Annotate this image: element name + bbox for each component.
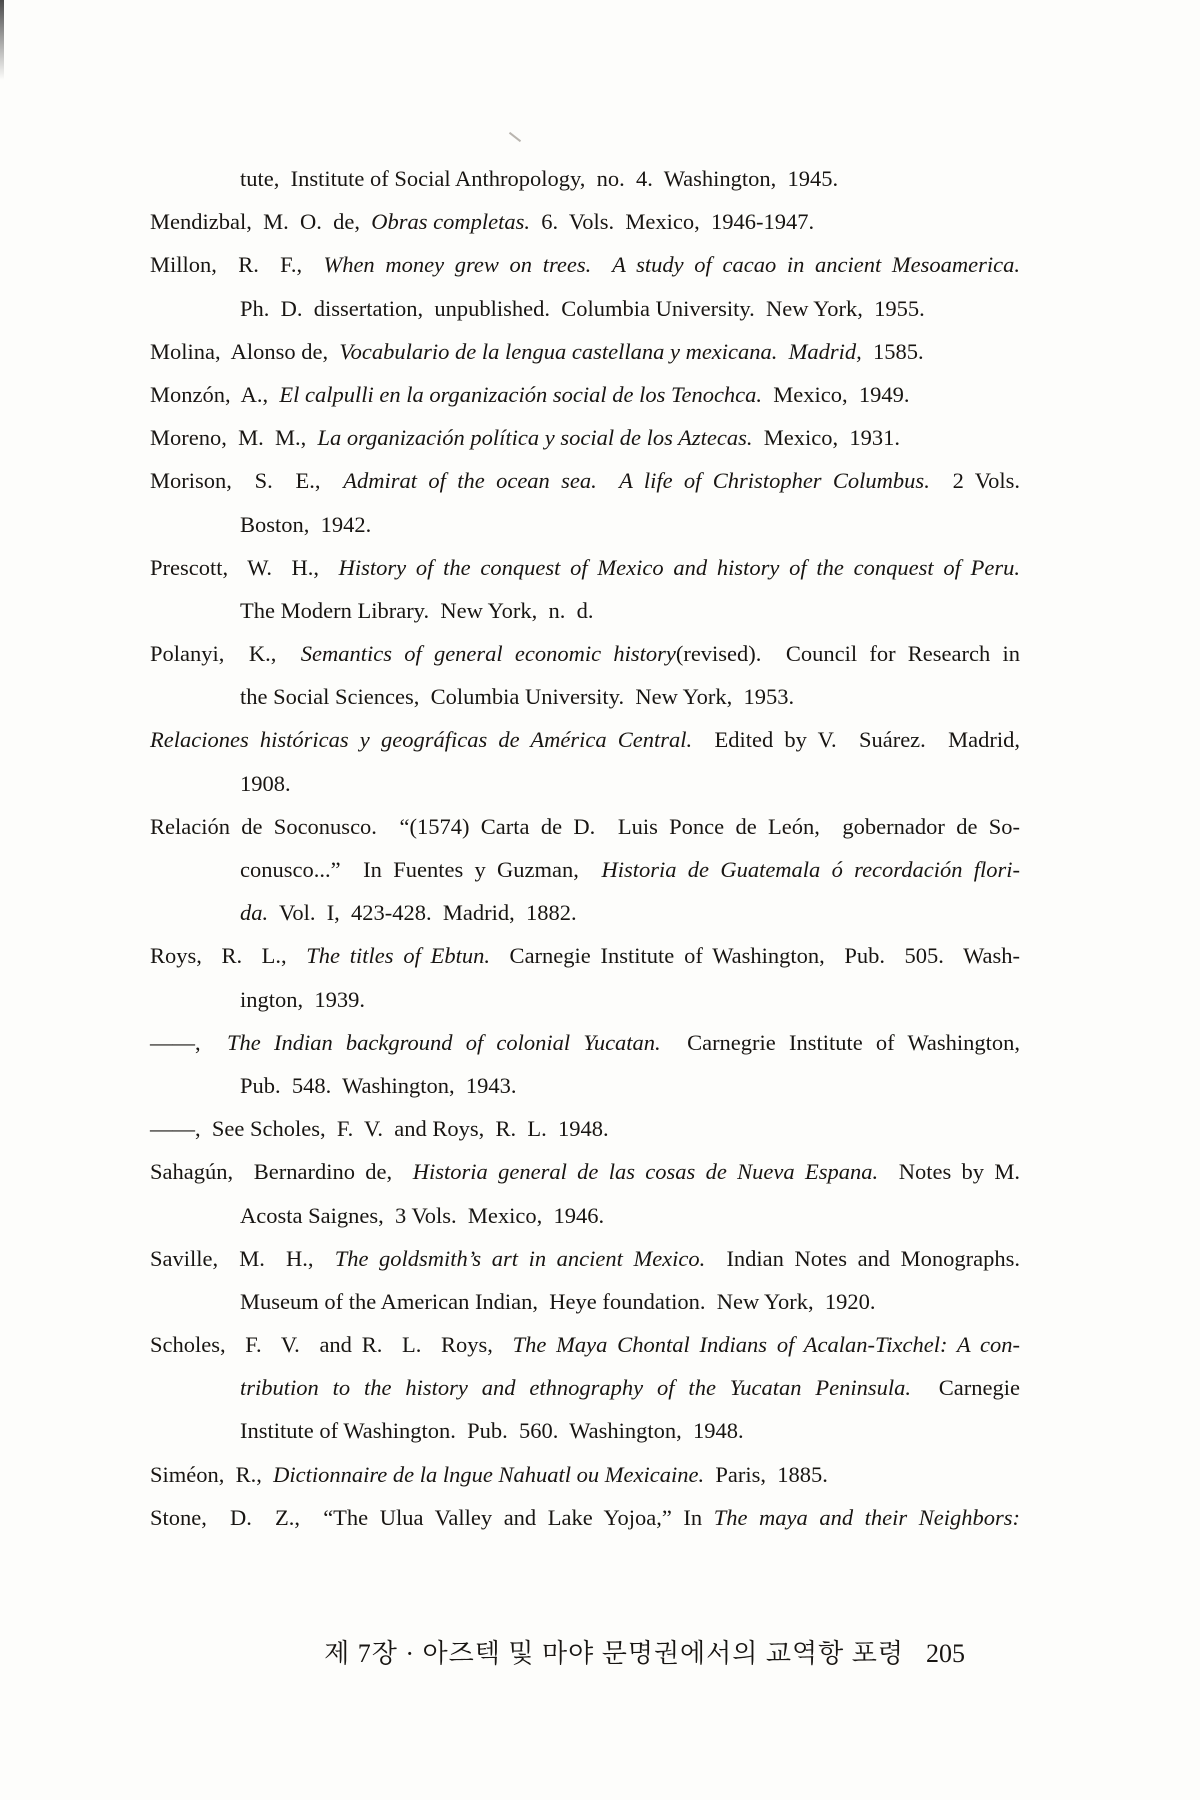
work-title-segment: The Maya Chontal Indians of Acalan-Tixchel: A con- — [512, 1332, 1020, 1358]
bibliography-line — [150, 416, 1020, 459]
text-segment: Institute of Washington. Pub. 560. Washington, 1948. — [240, 1418, 744, 1444]
text-segment: Mexico, 1949. — [762, 381, 910, 407]
text-segment: Museum of the American Indian, Heye foundation. New York, 1920. — [240, 1288, 876, 1314]
work-title-segment: Obras completas. — [371, 209, 530, 235]
work-title-segment: Dictionnaire de la lngue Nahuatl ou Mexicaine. — [273, 1461, 705, 1487]
bibliography-line — [150, 1194, 1020, 1237]
bibliography-line — [150, 718, 1020, 761]
text-segment: Monzón, A., — [150, 381, 280, 407]
bibliography — [150, 157, 1020, 1539]
bibliography-line — [150, 1064, 1020, 1107]
work-title-segment: El calpulli en la organización social de los Tenochca. — [279, 381, 763, 407]
text-segment: Ph. D. dissertation, unpublished. Columbia University. New York, 1955. — [240, 295, 925, 321]
text-segment: ington, 1939. — [240, 986, 366, 1012]
text-segment: Saville, M. H., — [150, 1245, 335, 1271]
bibliography-line — [150, 1237, 1020, 1280]
text-segment: Morison, S. E., — [150, 468, 344, 494]
bibliography-line — [150, 287, 1020, 330]
text-segment: Polanyi, K., — [150, 641, 301, 667]
text-segment: Notes by M. — [878, 1159, 1020, 1185]
bibliography-line — [150, 243, 1020, 286]
bibliography-line — [150, 589, 1020, 632]
text-segment: 2 Vols. — [929, 468, 1021, 494]
text-segment: 6. Vols. Mexico, 1946-1947. — [529, 209, 815, 235]
bibliography-line — [150, 1021, 1020, 1064]
work-title-segment: The goldsmith’s art in ancient Mexico. — [334, 1245, 706, 1271]
text-segment: Pub. 548. Washington, 1943. — [240, 1072, 517, 1098]
work-title-segment: The maya and their Neighbors: — [713, 1504, 1021, 1530]
bibliography-line — [150, 1409, 1020, 1452]
bibliography-line — [150, 373, 1020, 416]
work-title-segment: The titles of Ebtun. — [306, 943, 490, 969]
text-segment: Scholes, F. V. and R. L. Roys, — [150, 1332, 513, 1358]
bibliography-line — [150, 934, 1020, 977]
text-segment: 1908. — [240, 770, 291, 796]
bibliography-line — [150, 503, 1020, 546]
text-segment: Prescott, W. H., — [150, 554, 339, 580]
text-segment: Millon, R. F., — [150, 252, 324, 278]
text-segment: ——, — [150, 1029, 228, 1055]
text-segment: 1585. — [861, 338, 924, 364]
bibliography-line — [150, 330, 1020, 373]
bibliography-line — [150, 762, 1020, 805]
text-segment: Boston, 1942. — [240, 511, 372, 537]
text-segment: the Social Sciences, Columbia University. New York, 1953. — [240, 684, 795, 710]
work-title-segment: La organización política y social de los Aztecas. — [317, 425, 753, 451]
text-segment: Stone, D. Z., “The Ulua Valley and Lake Yojoa,” In — [150, 1504, 714, 1530]
work-title-segment: Vocabulario de la lengua castellana y mexicana. Madrid, — [339, 338, 862, 364]
work-title-segment: Relaciones históricas y geográficas de América Central. — [150, 727, 693, 753]
bibliography-line — [150, 546, 1020, 589]
bibliography-line — [150, 1280, 1020, 1323]
text-segment: Moreno, M. M., — [150, 425, 318, 451]
work-title-segment: tribution to the history and ethnography of the Yucatan Peninsula. — [240, 1375, 911, 1401]
bibliography-line — [150, 200, 1020, 243]
bibliography-line — [150, 459, 1020, 502]
text-segment: Relación de Soconusco. “(1574) Carta de D. Luis Ponce de León, gobernador de So- — [150, 813, 1020, 839]
text-segment: Siméon, R., — [150, 1461, 274, 1487]
text-segment: (revised). Council for Research in — [675, 641, 1020, 667]
text-segment: Molina, Alonso de, — [150, 338, 340, 364]
text-segment: tute, Institute of Social Anthropology, no. 4. Washington, 1945. — [240, 166, 839, 191]
page-footer — [294, 1603, 965, 1700]
text-segment: Roys, R. L., — [150, 943, 307, 969]
text-segment: Paris, 1885. — [704, 1461, 828, 1487]
text-segment: Acosta Saignes, 3 Vols. Mexico, 1946. — [240, 1202, 605, 1228]
work-title-segment: Historia general de las cosas de Nueva Espana. — [412, 1159, 879, 1185]
text-segment: Indian Notes and Monographs. — [705, 1245, 1020, 1271]
bibliography-line — [150, 1150, 1020, 1193]
text-segment: Carnegie — [911, 1375, 1020, 1401]
text-segment: Sahagún, Bernardino de, — [150, 1159, 413, 1185]
bibliography-line — [150, 1366, 1020, 1409]
text-segment: conusco...” In Fuentes y Guzman, — [240, 857, 602, 882]
bibliography-line — [150, 1496, 1020, 1539]
text-segment: Carnegie Institute of Washington, Pub. 505. Wash- — [489, 943, 1021, 969]
text-segment: Vol. I, 423-428. Madrid, 1882. — [268, 900, 577, 926]
work-title-segment: History of the conquest of Mexico and history of the conquest of Peru. — [338, 554, 1020, 580]
work-title-segment: Historia de Guatemala ó recordación flori- — [601, 857, 1020, 882]
work-title-segment: The Indian background of colonial Yucatan. — [227, 1029, 661, 1055]
text-segment: Mexico, 1931. — [752, 425, 900, 451]
bibliography-line — [150, 848, 1020, 891]
text-segment: Carnegrie Institute of Washington, — [660, 1029, 1020, 1055]
work-title-segment: Admirat of the ocean sea. A life of Christopher Columbus. — [343, 468, 930, 494]
work-title-segment: da. — [240, 900, 269, 926]
bibliography-line — [150, 978, 1020, 1021]
bibliography-line — [150, 632, 1020, 675]
text-segment: Mendizbal, M. O. de, — [150, 209, 372, 235]
work-title-segment: When money grew on trees. A study of cacao in ancient Mesoamerica. — [323, 252, 1020, 278]
text-segment: ——, See Scholes, F. V. and Roys, R. L. 1948. — [150, 1116, 609, 1142]
text-segment: Edited by V. Suárez. Madrid, — [692, 727, 1020, 753]
bibliography-line — [150, 1323, 1020, 1366]
bibliography-line — [150, 891, 1020, 934]
bibliography-line — [150, 1453, 1020, 1496]
text-segment: The Modern Library. New York, n. d. — [240, 597, 594, 623]
footer-page-number: 205 — [926, 1639, 965, 1668]
footer-chapter-title: 제 7장 · 아즈텍 및 마야 문명권에서의 교역항 포령 — [324, 1639, 904, 1668]
work-title-segment: Semantics of general economic history — [300, 641, 676, 667]
bibliography-line — [150, 805, 1020, 848]
bibliography-line — [150, 675, 1020, 718]
bibliography-line — [150, 1107, 1020, 1150]
scan-edge-artifact — [0, 0, 4, 80]
bibliography-line — [150, 157, 1020, 200]
scan-smudge-artifact — [509, 132, 521, 142]
